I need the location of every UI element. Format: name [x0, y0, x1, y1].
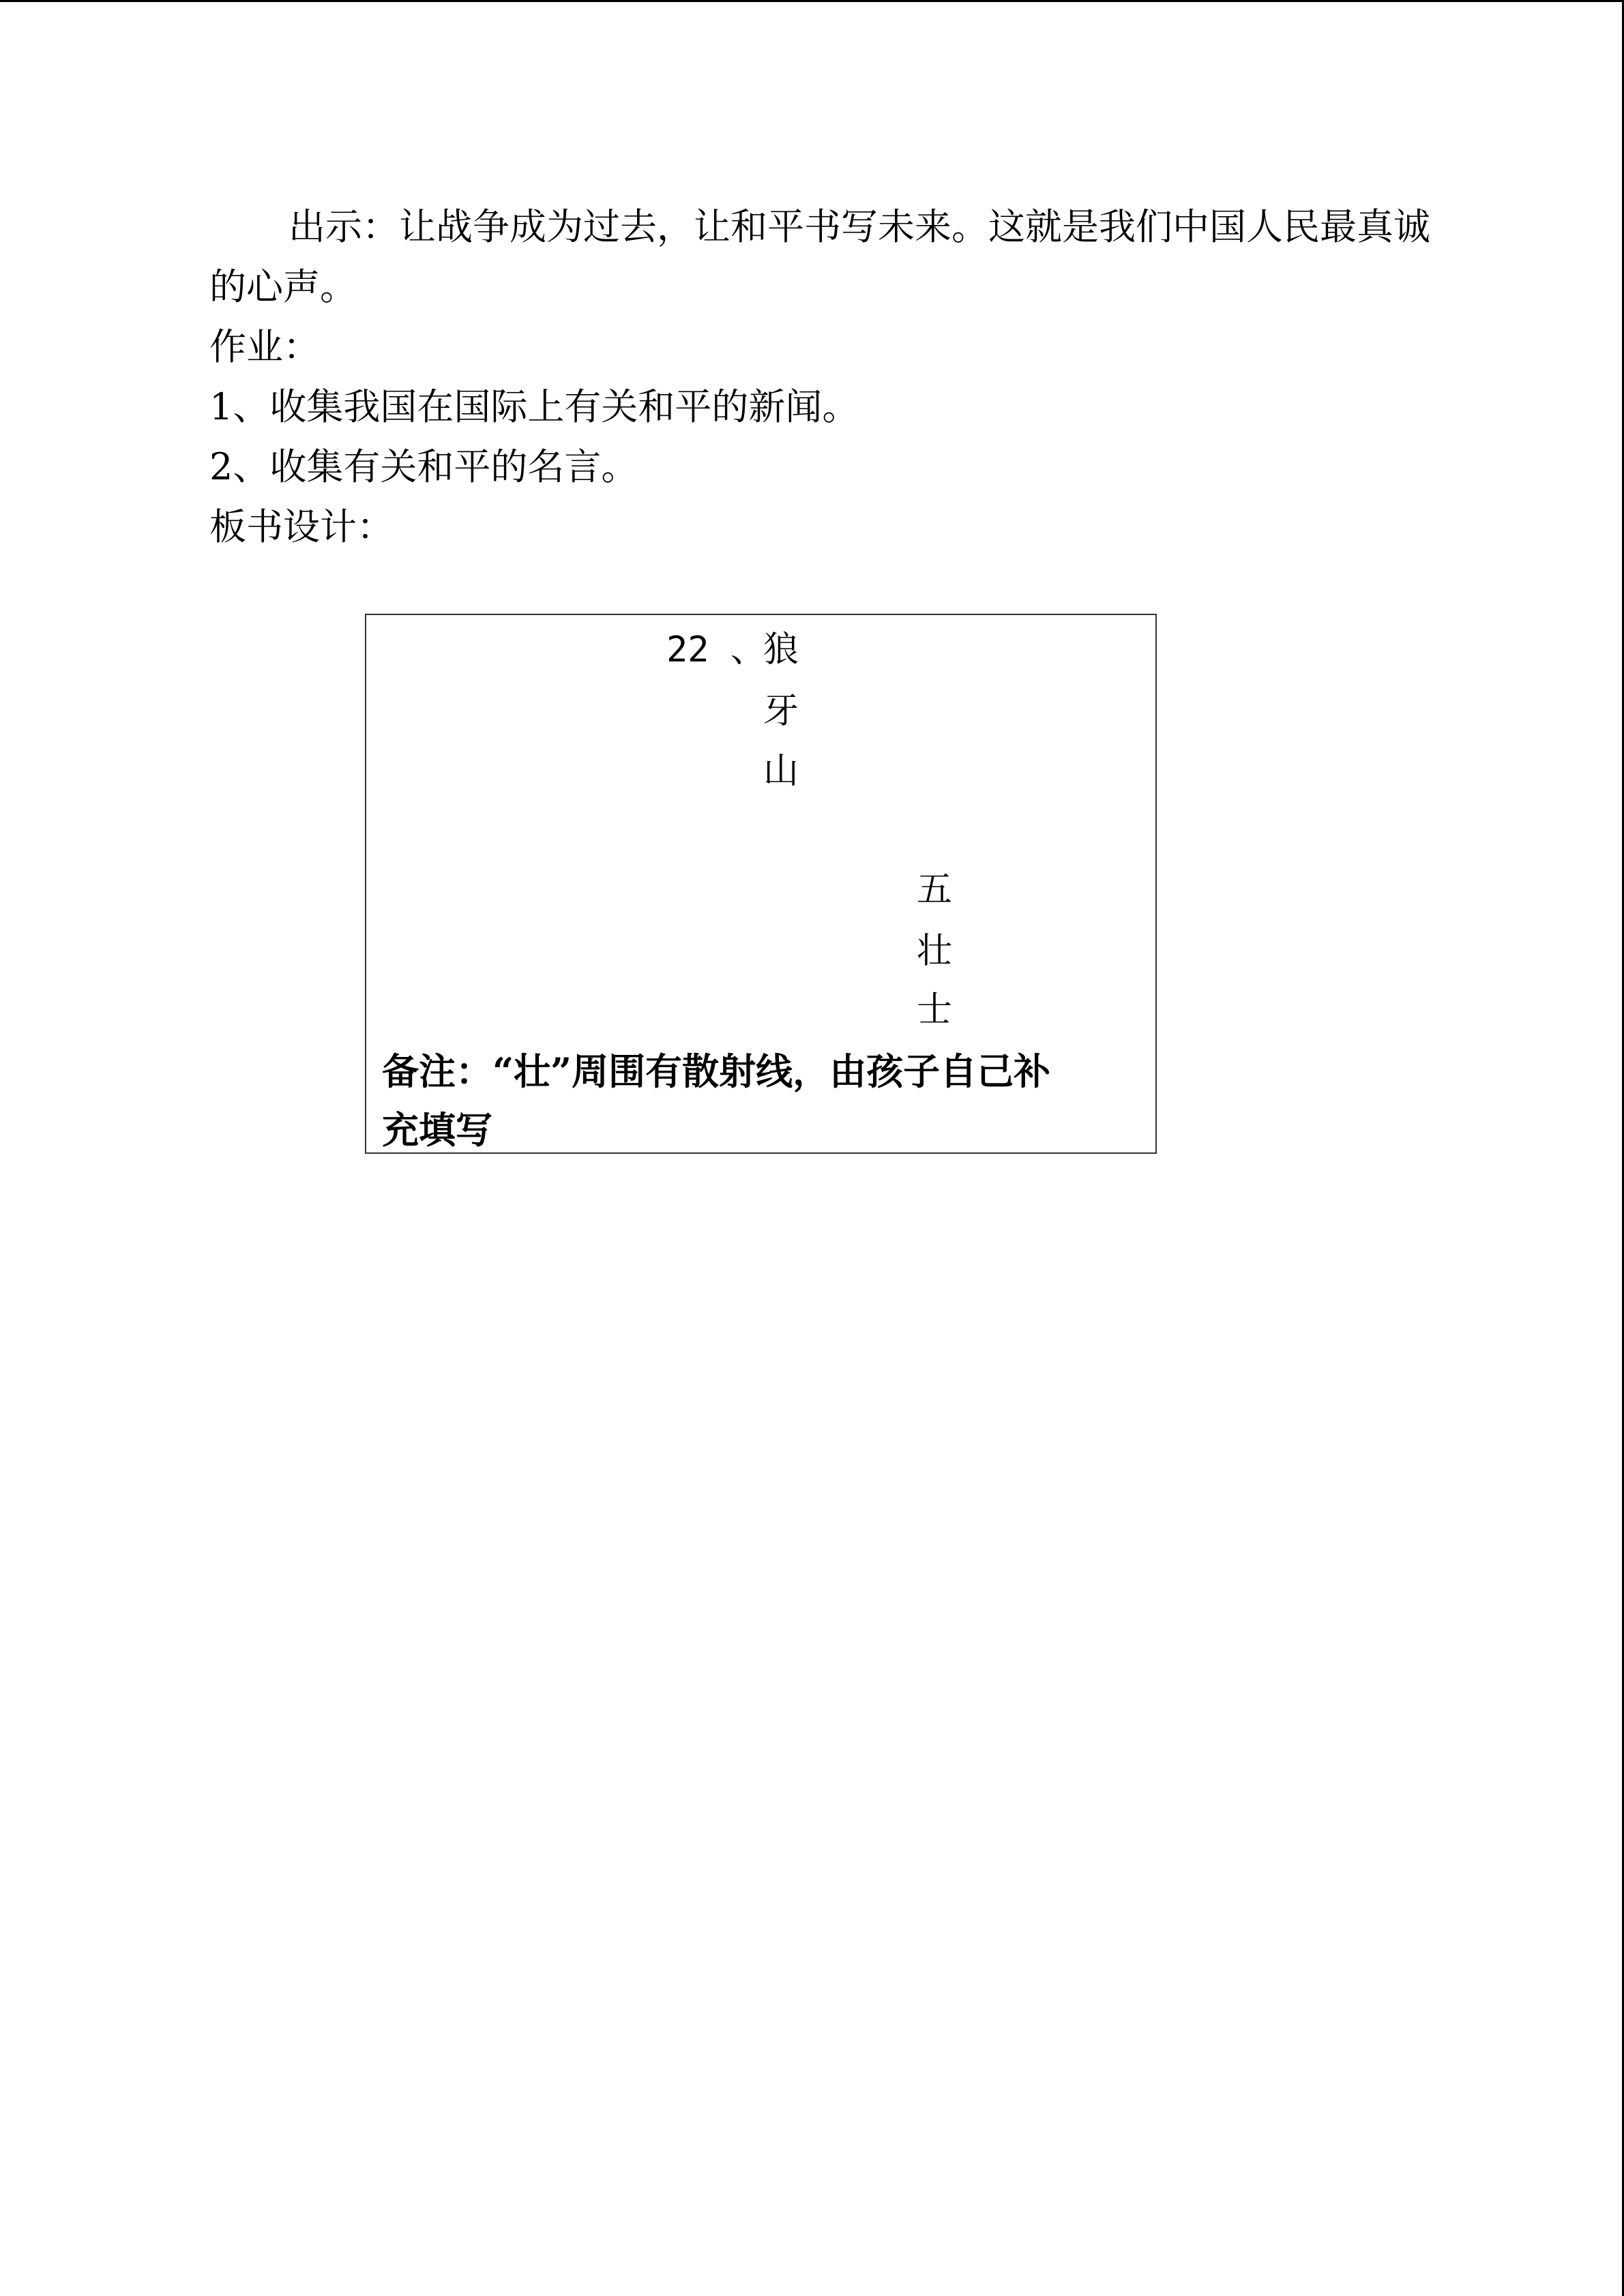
board-design-heading: 板书设计：	[209, 505, 394, 548]
lesson-number: 22 、	[666, 629, 766, 670]
blackboard-design-box	[365, 614, 1157, 1154]
statement-line-1: 出示：让战争成为过去，让和平书写未来。这就是我们中国人民最真诚	[289, 205, 1430, 248]
page-border-top	[0, 0, 1624, 2]
title-char-1: 狼	[763, 629, 799, 670]
note-line-1: 备注：“壮”周围有散射线，由孩子自己补	[382, 1049, 1051, 1093]
title-char-2: 牙	[763, 691, 799, 732]
note-line-2: 充填写	[382, 1108, 492, 1152]
side-char-1: 五	[917, 869, 953, 910]
homework-item-1: 1、收集我国在国际上有关和平的新闻。	[209, 385, 859, 428]
homework-item-2: 2、收集有关和平的名言。	[209, 445, 638, 488]
homework-heading: 作业：	[209, 325, 320, 368]
side-char-3: 士	[917, 989, 953, 1030]
title-char-3: 山	[763, 751, 799, 792]
side-char-2: 壮	[917, 931, 953, 972]
statement-line-2: 的心声。	[209, 265, 357, 308]
